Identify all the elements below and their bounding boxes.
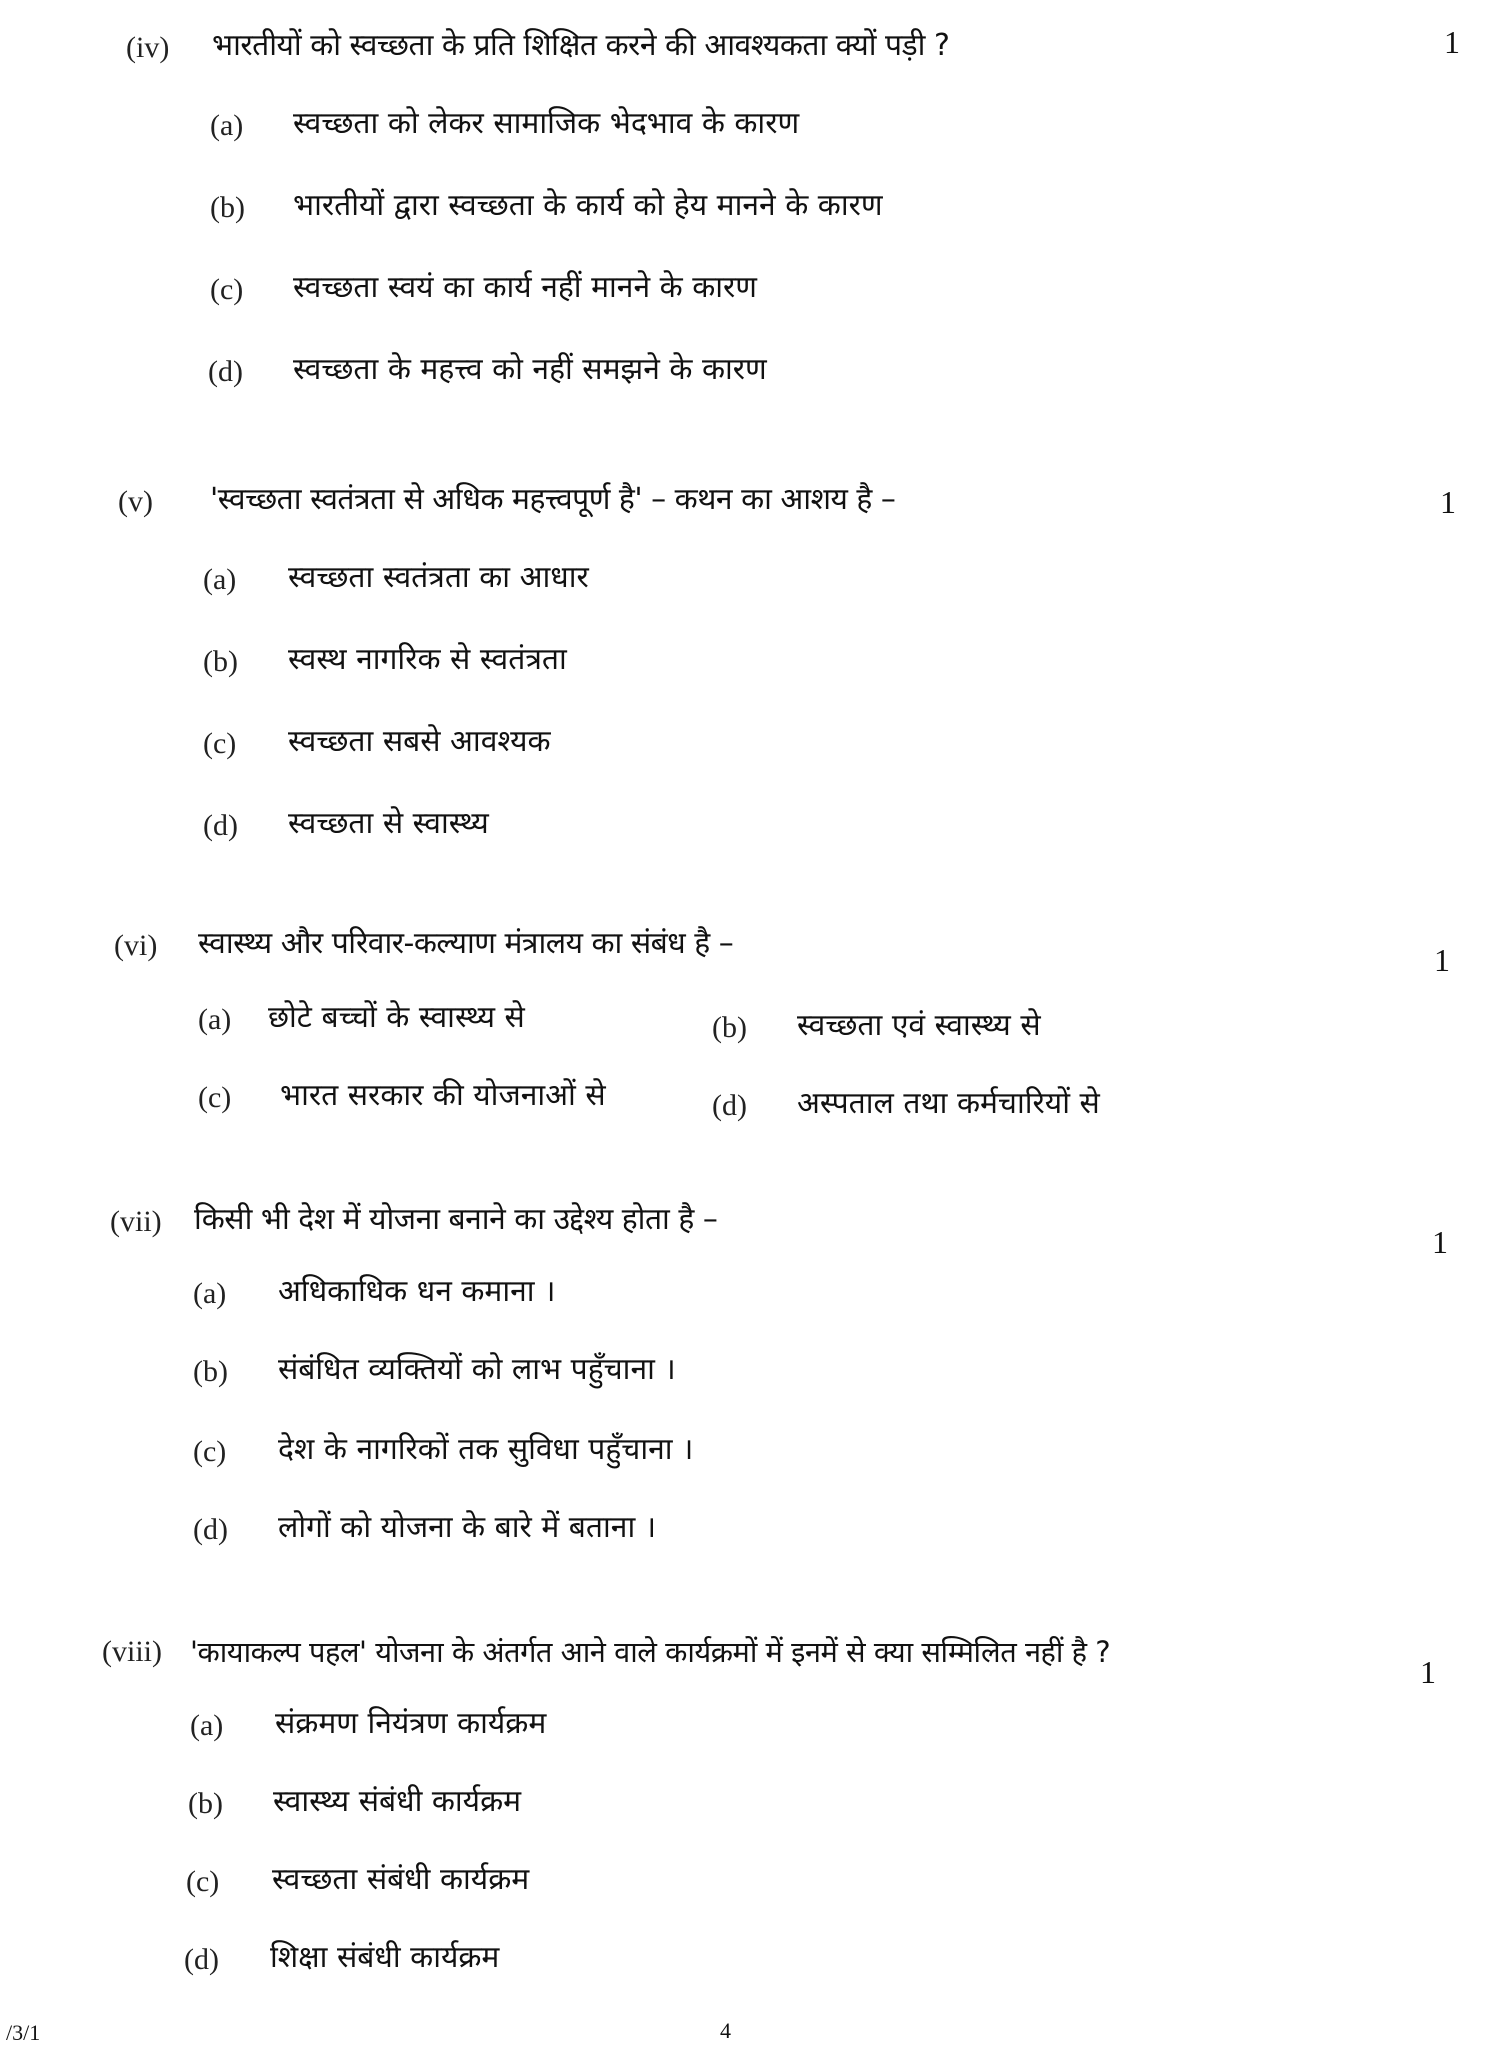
question-number: (v) [118,485,153,518]
question-number: (vi) [114,929,158,962]
option-text: स्वस्थ नागरिक से स्वतंत्रता [288,642,567,677]
question-number: (vii) [110,1205,162,1238]
option-label: (a) [210,109,244,142]
question-number: (viii) [102,1635,162,1668]
page-number: 4 [720,2018,731,2043]
option-text: संबंधित व्यक्तियों को लाभ पहुँचाना । [278,1352,676,1387]
option-label: (c) [198,1081,232,1114]
option-label: (d) [193,1513,228,1546]
option-label: (c) [203,727,237,760]
option-text: भारत सरकार की योजनाओं से [280,1078,606,1113]
option-text: स्वच्छता को लेकर सामाजिक भेदभाव के कारण [293,106,800,141]
question-text: 'स्वच्छता स्वतंत्रता से अधिक महत्त्वपूर्ण है' – कथन का आशय है – [210,482,896,517]
option-text: अस्पताल तथा कर्मचारियों से [797,1086,1100,1121]
option-label: (d) [203,809,238,842]
option-text: भारतीयों द्वारा स्वच्छता के कार्य को हेय मानने के कारण [293,188,883,223]
question-number: (iv) [126,31,170,64]
marks: 1 [1420,1654,1436,1690]
option-text: स्वच्छता एवं स्वास्थ्य से [797,1008,1041,1043]
option-label: (b) [210,191,245,224]
option-text: अधिकाधिक धन कमाना । [278,1274,556,1309]
question-text: 'कायाकल्प पहल' योजना के अंतर्गत आने वाले कार्यक्रमों में इनमें से क्या सम्मिलित नहीं है ? [190,1635,1111,1669]
option-label: (a) [198,1003,232,1036]
option-text: स्वच्छता संबंधी कार्यक्रम [272,1862,530,1897]
option-text: देश के नागरिकों तक सुविधा पहुँचाना । [278,1432,694,1467]
question-text: किसी भी देश में योजना बनाने का उद्देश्य होता है – [194,1202,718,1237]
marks: 1 [1434,942,1450,978]
option-label: (c) [193,1435,227,1468]
option-label: (d) [184,1943,219,1976]
marks: 1 [1432,1224,1448,1260]
question-text: भारतीयों को स्वच्छता के प्रति शिक्षित करने की आवश्यकता क्यों पड़ी ? [212,28,950,63]
option-label: (c) [210,273,244,306]
marks: 1 [1444,24,1460,60]
option-label: (a) [190,1709,224,1742]
option-text: स्वच्छता सबसे आवश्यक [288,724,551,759]
option-label: (b) [712,1011,747,1044]
marks: 1 [1440,484,1456,520]
option-label: (b) [193,1355,228,1388]
option-label: (b) [203,645,238,678]
option-text: स्वच्छता के महत्त्व को नहीं समझने के कारण [293,352,767,387]
option-label: (d) [208,355,243,388]
option-label: (d) [712,1089,747,1122]
question-text: स्वास्थ्य और परिवार-कल्याण मंत्रालय का संबंध है – [198,926,734,961]
option-text: छोटे बच्चों के स्वास्थ्य से [268,1000,525,1035]
option-text: संक्रमण नियंत्रण कार्यक्रम [275,1706,547,1741]
option-label: (a) [203,563,237,596]
option-label: (b) [188,1787,223,1820]
option-label: (a) [193,1277,227,1310]
option-text: स्वास्थ्य संबंधी कार्यक्रम [273,1784,522,1819]
option-text: लोगों को योजना के बारे में बताना । [278,1510,657,1545]
option-text: स्वच्छता स्वयं का कार्य नहीं मानने के कारण [293,270,757,305]
option-text: शिक्षा संबंधी कार्यक्रम [270,1940,500,1975]
option-text: स्वच्छता से स्वास्थ्य [288,806,489,841]
option-label: (c) [186,1865,220,1898]
paper-code: /3/1 [6,2020,41,2045]
option-text: स्वच्छता स्वतंत्रता का आधार [288,560,589,595]
